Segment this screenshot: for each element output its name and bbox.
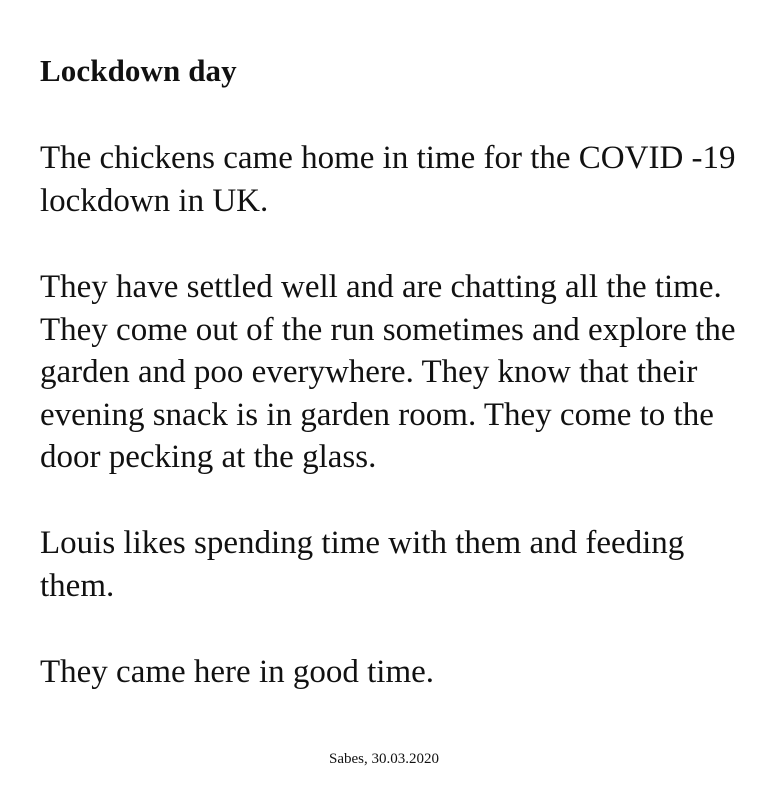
document-title: Lockdown day [40, 53, 237, 88]
paragraph-2: They have settled well and are chatting all the time. They come out of the run sometimes and explore the garden and poo everywhere. They know that their evening snack is in garden room. They come to the door pecking at the glass. [40, 269, 736, 475]
signature-date: Sabes, 30.03.2020 [329, 751, 439, 767]
paragraph-1: The chickens came home in time for the COVID -19 lockdown in UK. [40, 140, 736, 219]
paragraph-4: They came here in good time. [40, 654, 435, 690]
paragraph-3: Louis likes spending time with them and feeding them. [40, 525, 685, 604]
